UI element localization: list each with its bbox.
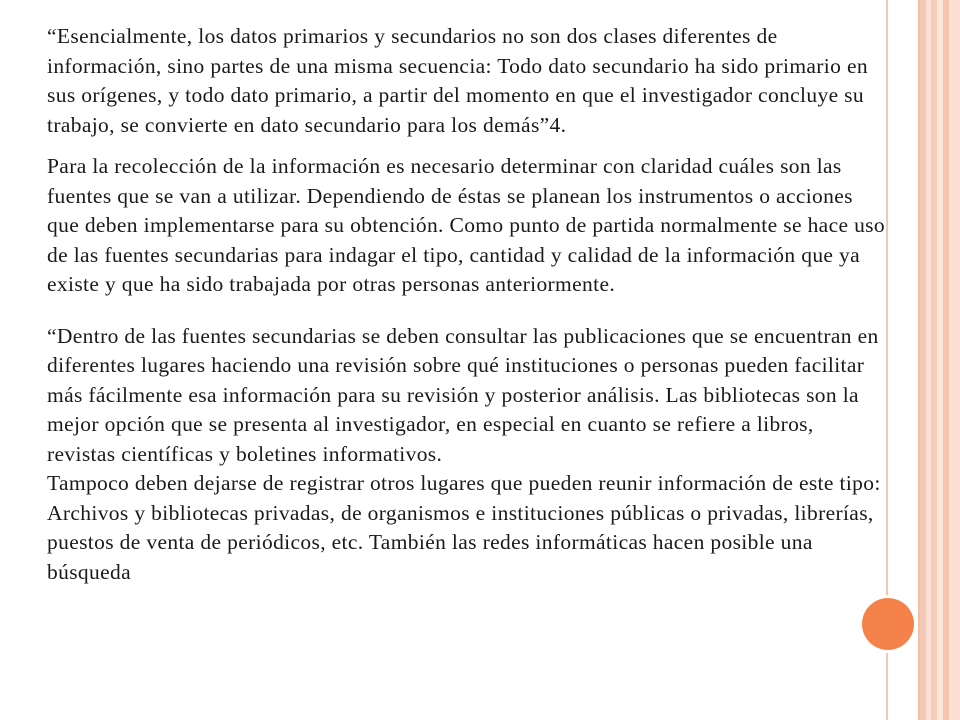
slide-body (47, 22, 887, 587)
paragraph-quote-primary-secondary: “Esencialmente, los datos primarios y secundarios no son dos clases diferentes de información, sino partes de una misma secuencia: Todo dato secundario ha sido primario en sus orígenes, y todo dato primario, a partir del momento en que el investigador concluye su trabajo, se convierte en dato secundario para los demás”4. (47, 24, 868, 137)
decorative-right-band (920, 0, 960, 720)
paragraph-source-collection: Para la recolección de la información es necesario determinar con claridad cuáles son las fuentes que se van a utilizar. Dependiendo de éstas se planean los instrumentos o acciones que deben implementarse para su obtención. Como punto de partida normalmente se hace uso de las fuentes secundarias para indagar el tipo, cantidad y calidad de la información que ya existe y que ha sido trabajada por otras personas anteriormente. (47, 154, 885, 296)
paragraph-other-places: Tampoco deben dejarse de registrar otros lugares que pueden reunir información de este tipo: Archivos y bibliotecas privadas, de organismos e instituciones públicas o privadas, librerías, puestos de venta de periódicos, etc. También las redes informáticas hacen posible una búsqueda (47, 471, 881, 584)
paragraph-quote-secondary-sources: “Dentro de las fuentes secundarias se deben consultar las publicaciones que se encuentran en diferentes lugares haciendo una revisión sobre qué instituciones o personas pueden facilitar más fácilmente esa información para su revisión y posterior análisis. Las bibliotecas son la mejor opción que se presenta al investigador, en especial en cuanto se refiere a libros, revistas científicas y boletines informativos. (47, 323, 879, 466)
orange-circle-decoration (862, 598, 914, 650)
